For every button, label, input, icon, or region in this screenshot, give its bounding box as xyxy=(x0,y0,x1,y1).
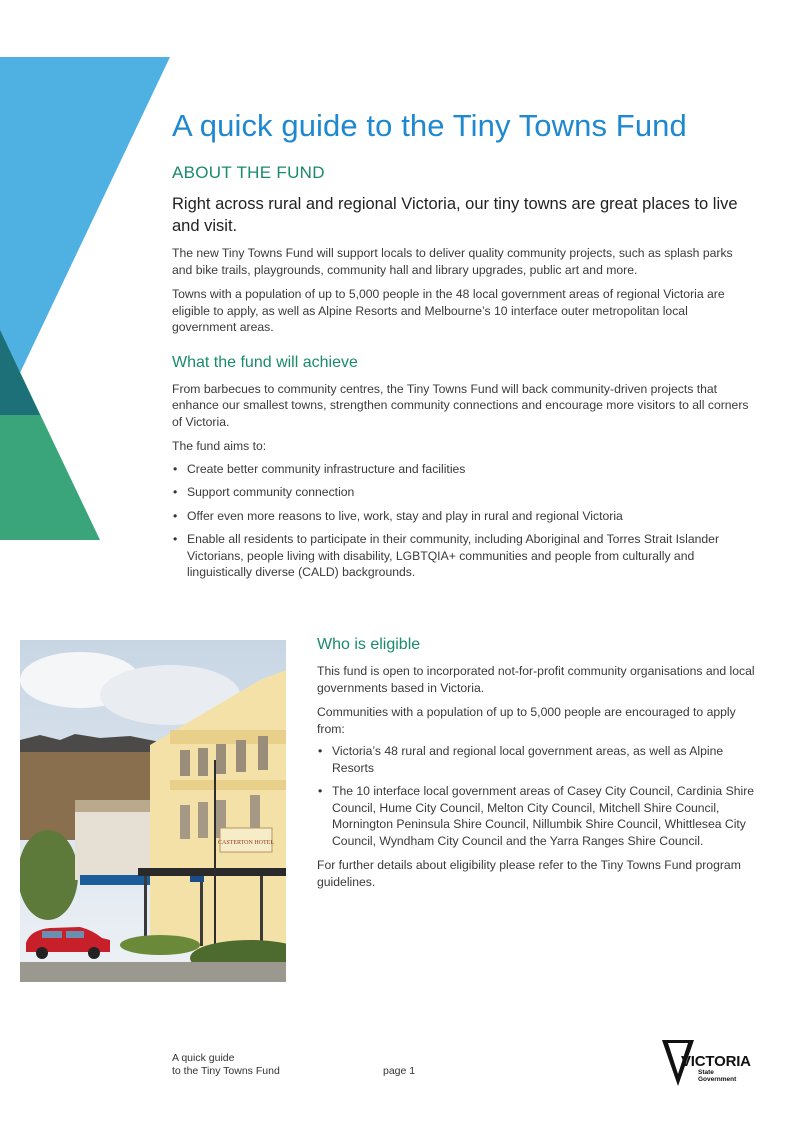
list-item: • Victoria’s 48 rural and regional local government areas, as well as Alpine Resorts xyxy=(332,743,757,776)
about-heading: ABOUT THE FUND xyxy=(172,163,325,182)
eligible-paragraph-1: This fund is open to incorporated not-for-profit community organisations and local governments based in Victoria. xyxy=(317,664,755,695)
eligible-list xyxy=(317,743,757,849)
eligible-paragraph-3: For further details about eligibility please refer to the Tiny Towns Fund program guidelines. xyxy=(317,858,741,889)
aims-intro: The fund aims to: xyxy=(172,439,267,453)
footer-document-title xyxy=(172,1052,280,1078)
list-item: • The 10 interface local government areas of Casey City Council, Cardinia Shire Council, Hume City Council, Melton City Council, Mitchell Shire Council, Mornington Peninsula Shire Council, Nillumbik Shire Council, Whittlesea City Council, Wyndham City Council and the Yarra Ranges Shire Council. xyxy=(332,783,757,849)
logo-subtitle xyxy=(698,1069,736,1083)
logo-sub-line-1: State xyxy=(698,1069,714,1076)
blue-triangle xyxy=(0,57,170,415)
eligibility-section xyxy=(317,634,757,890)
town-street-photo xyxy=(20,640,286,982)
eligible-paragraph-2: Communities with a population of up to 5,000 people are encouraged to apply from: xyxy=(317,705,736,736)
victoria-state-government-logo xyxy=(662,1040,752,1088)
photo-illustration xyxy=(20,640,286,982)
list-item: • Enable all residents to participate in their community, including Aboriginal and Torres Strait Islander Victorians, people living with disability, LGBTQIA+ communities and people from culturally and linguistically diverse (CALD) backgrounds. xyxy=(187,531,752,581)
hotel-sign-text: CASTERTON HOTEL xyxy=(217,840,275,846)
about-paragraph-1: The new Tiny Towns Fund will support locals to deliver quality community projects, such as splash parks and bike trails, playgrounds, community hall and library upgrades, public art and more. xyxy=(172,246,733,277)
green-triangle xyxy=(0,330,100,540)
eligible-heading: Who is eligible xyxy=(317,636,421,653)
list-item: • Create better community infrastructure and facilities xyxy=(187,461,752,478)
about-paragraph-2: Towns with a population of up to 5,000 people in the 48 local government areas of regional Victoria are eligible to apply, as well as Alpine Resorts and Melbourne’s 10 interface outer metropolitan local government areas. xyxy=(172,287,725,334)
teal-overlap xyxy=(0,330,40,415)
logo-sub-line-2: Government xyxy=(698,1076,737,1083)
about-lead: Right across rural and regional Victoria, our tiny towns are great places to live and visit. xyxy=(172,195,738,235)
footer-line-2: to the Tiny Towns Fund xyxy=(172,1065,280,1077)
footer-line-1: A quick guide xyxy=(172,1052,235,1064)
achieve-paragraph: From barbecues to community centres, the Tiny Towns Fund will back community-driven projects that enhance our smallest towns, strengthen community connections and encourage more visitors to all corners of Victoria. xyxy=(172,381,749,429)
page-number: page 1 xyxy=(383,1065,416,1077)
aims-list xyxy=(172,461,752,581)
list-item: • Offer even more reasons to live, work, stay and play in rural and regional Victoria xyxy=(187,508,752,525)
main-content xyxy=(172,108,752,588)
logo-wordmark: VICTORIA xyxy=(681,1053,751,1070)
achieve-heading: What the fund will achieve xyxy=(172,353,358,371)
page-title: A quick guide to the Tiny Towns Fund xyxy=(172,108,687,143)
list-item: • Support community connection xyxy=(187,484,752,501)
